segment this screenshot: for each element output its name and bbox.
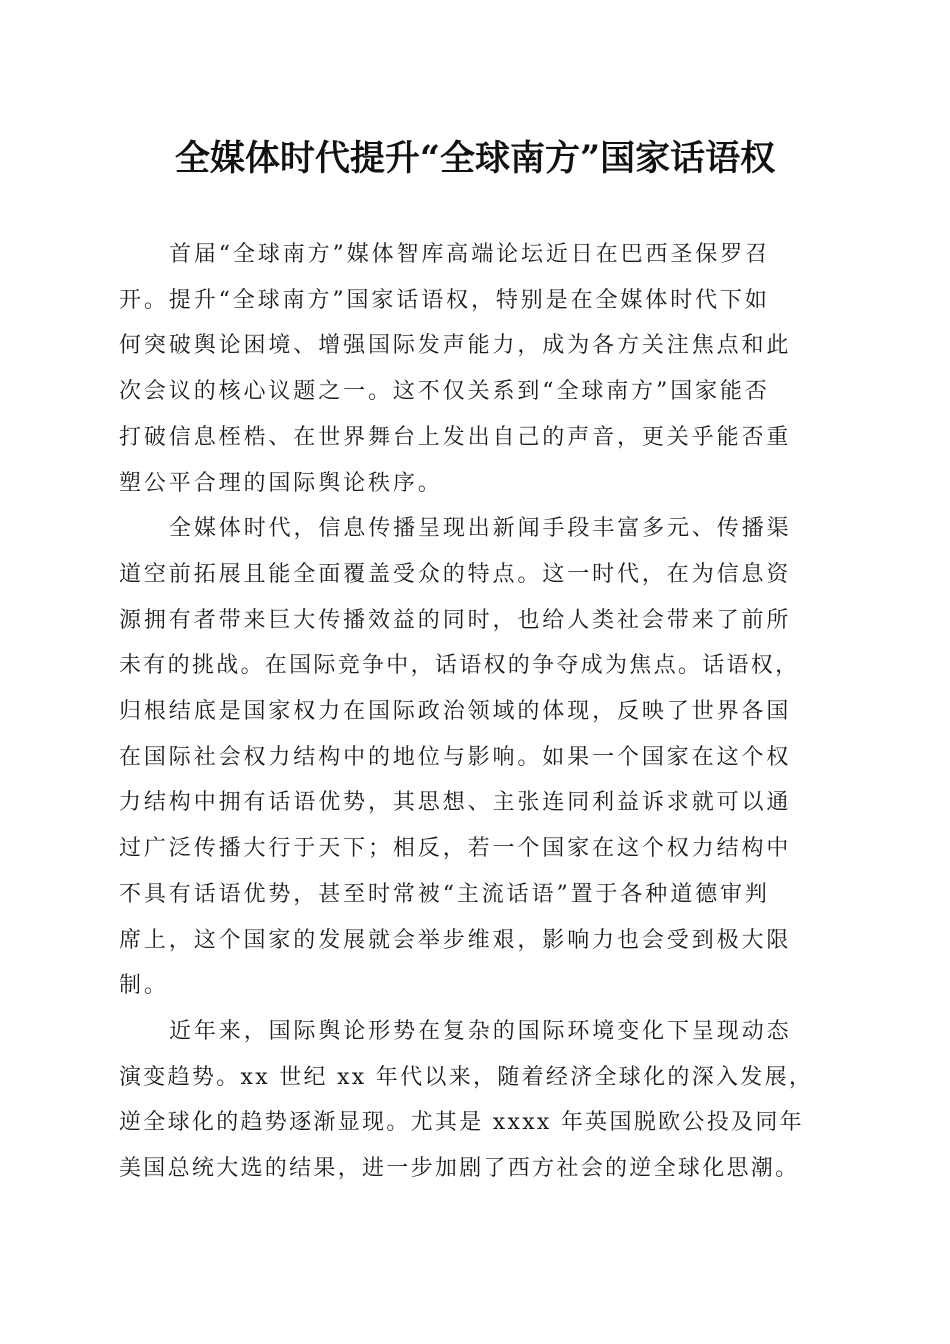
- paragraph-2: [119, 506, 831, 1009]
- text-line: 何突破舆论困境、增强国际发声能力，成为各方关注焦点和此: [119, 333, 792, 359]
- text-line: 演变趋势。xx 世纪 xx 年代以来，随着经济全球化的深入发展，: [119, 1064, 814, 1090]
- document-title: 全媒体时代提升“全球南方”国家话语权: [174, 138, 776, 179]
- paragraph-3: [119, 1009, 831, 1192]
- text-line: 次会议的核心议题之一。这不仅关系到“全球南方”国家能否: [119, 379, 770, 405]
- text-line: 美国总统大选的结果，进一步加剧了西方社会的逆全球化思潮。: [119, 1156, 800, 1182]
- text-line: 全媒体时代，信息传播呈现出新闻手段丰富多元、传播渠: [169, 516, 792, 542]
- text-line: 开。提升“全球南方”国家话语权，特别是在全媒体时代下如: [119, 287, 770, 313]
- text-line: 塑公平合理的国际舆论秩序。: [119, 470, 443, 496]
- text-line: 首届“全球南方”媒体智库高端论坛近日在巴西圣保罗召: [169, 242, 770, 267]
- text-line: 打破信息桎梏、在世界舞台上发出自己的声音，更关乎能否重: [119, 424, 792, 450]
- text-line: 过广泛传播大行于天下；相反，若一个国家在这个权力结构中: [119, 836, 792, 862]
- text-line: 源拥有者带来巨大传播效益的同时，也给人类社会带来了前所: [119, 607, 792, 633]
- text-line: 未有的挑战。在国际竞争中，话语权的争夺成为焦点。话语权，: [119, 653, 800, 679]
- text-line: 道空前拓展且能全面覆盖受众的特点。这一时代，在为信息资: [119, 561, 792, 587]
- text-line: 席上，这个国家的发展就会举步维艰，影响力也会受到极大限: [119, 927, 792, 953]
- text-line: 在国际社会权力结构中的地位与影响。如果一个国家在这个权: [119, 744, 792, 770]
- text-line: 归根结底是国家权力在国际政治领域的体现，反映了世界各国: [119, 699, 792, 725]
- text-line: 制。: [119, 973, 169, 999]
- paragraph-1: [119, 232, 831, 506]
- text-line: 力结构中拥有话语优势，其思想、主张连同利益诉求就可以通: [119, 790, 792, 816]
- text-line: 近年来，国际舆论形势在复杂的国际环境变化下呈现动态: [169, 1018, 792, 1044]
- document-body: [119, 232, 831, 1192]
- text-line: 不具有话语优势，甚至时常被“主流话语”置于各种道德审判: [119, 881, 770, 907]
- text-line: 逆全球化的趋势逐渐显现。尤其是 xxxx 年英国脱欧公投及同年: [119, 1110, 804, 1136]
